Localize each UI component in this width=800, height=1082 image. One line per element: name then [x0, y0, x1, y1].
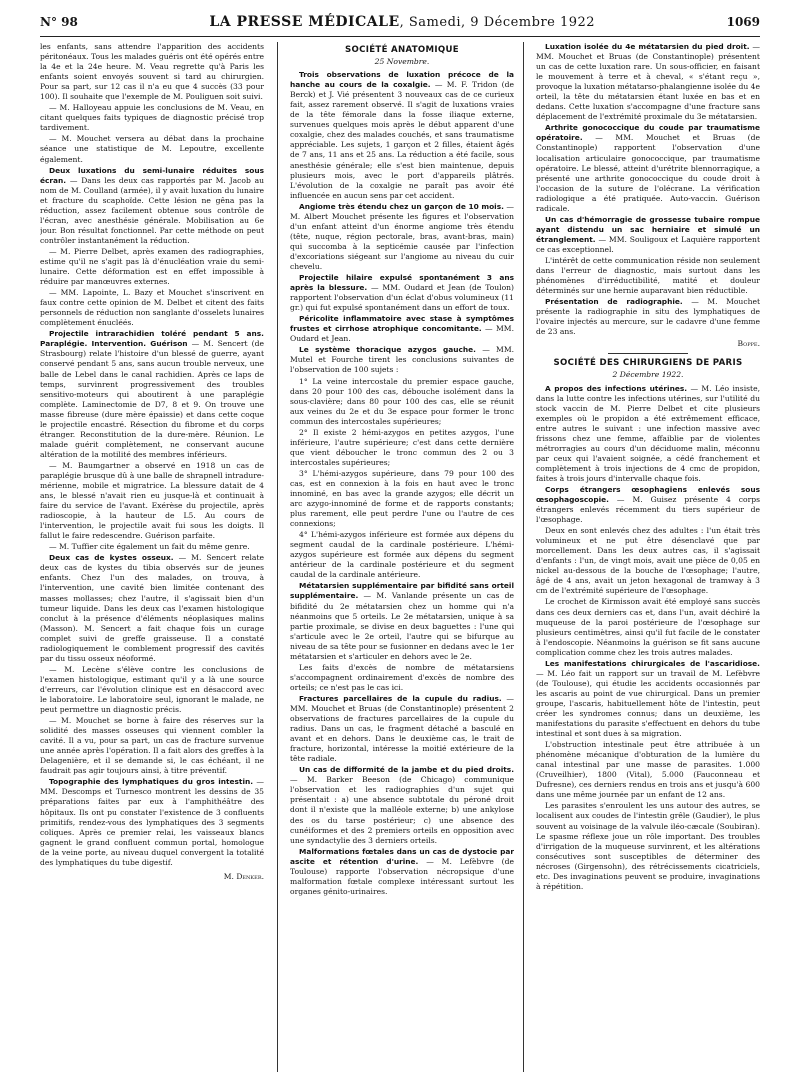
paragraph: [536, 740, 760, 800]
paragraph: [536, 297, 760, 337]
paragraph: [40, 553, 264, 664]
column-1: [40, 42, 264, 1074]
paragraph-title: Arthrite gonococcique du coude par traumatisme opératoire.: [536, 123, 760, 143]
section-heading: SOCIÉTÉ DES CHIRURGIENS DE PARIS: [553, 358, 743, 369]
paragraph: [290, 847, 514, 897]
paragraph: [40, 665, 264, 715]
paragraph: [536, 256, 760, 296]
paragraph-title: Métatarsien supplémentaire par bifidité sans orteil supplémentaire.: [290, 581, 514, 601]
paragraph-text: — M. Lecène s'élève contre les conclusions de l'examen histologique, estimant qu'il y a là une source d'erreurs, car l'évolution clinique est en désaccord avec le laboratoire. Le laboratoire seul, ignorant le malade, ne peut permettre un diagnostic précis.: [40, 664, 264, 715]
column-3-body-b: [536, 384, 760, 892]
paragraph-text: — M. Mouchet se borne à faire des réserves sur la solidité des masses osseuses qui viennent combler la cavité. Il a vu, pour sa part, un cas de fracture survenue une année après l'opération. Il a fait alors des greffes à la Delagenière, et il se demande si, le cas échéant, il ne faudrait pas agir toujours ainsi, à titre préventif.: [40, 716, 264, 776]
signature: Boppe.: [737, 339, 760, 349]
paragraph-text: Deux en sont enlevés chez des adultes : l'un était très volumineux et ne put être désenclavé que par morcellement. Dans les deux autres cas, il s'agissait d'enfants : l'un, de vingt mois, avait une pièce de 0,05 en nickel au-dessous de la bouche de l'œsophage; l'autre, âgé de 4 ans, avait un jeton hexagonal de tramway à 3 cm de l'extrémité supérieure de l'œsophage.: [536, 526, 760, 596]
paragraph: [536, 597, 760, 657]
paragraph-title: A propos des infections utérines.: [545, 383, 688, 393]
paragraph: [40, 166, 264, 246]
column-3-body-a: [536, 42, 760, 337]
issue-date: , Samedi, 9 Décembre 1922: [399, 15, 596, 30]
paragraph-text: 4° L'hémi-azygos inférieure est formée aux dépens du segment caudal de la cardinale postérieure. L'hémi-azygos supérieure est formée aux dépens du segment antérieur de la cardinale postérieure et du segment caudal de la cardinale antérieure.: [290, 530, 514, 580]
paragraph-text: 2° Il existe 2 hémi-azygos en petites azygos, l'une inférieure, l'autre supérieure; c'est dans cette dernière que vient déboucher le tronc commun des 2 ou 3 intercostales supérieures;: [290, 427, 514, 467]
paragraph-title: Projectile hilaire expulsé spontanément 3 ans après la blessure.: [290, 273, 514, 293]
paragraph-text: — MM. Lapointe, L. Bazy et Mouchet s'inscrivent en faux contre cette opinion de M. Delbet et citent des faits personnels de réduction non sanglante d'osselets lunaires complètement énucléés.: [40, 288, 264, 328]
paragraph-text: — M. F. Tridon (de Berck) et J. Vié présentent 3 nouveaux cas de ce curieux fait, assez rarement observé. Il s'agit de luxations vraies de la tête fémorale dans la fosse iliaque externe, survenues quelques mois après le début apparent d'une coxalgie, chez des malades couchés, et sans traumatisme appréciable. Les sujets, 1 garçon et 2 filles, étaient âgés de 7 ans, 11 ans et 25 ans. La réduction a été facile, sous anesthésie générale; elle s'est bien maintenue, depuis plusieurs mois, avec le port d'appareils plâtrés. L'évolution de la coxalgie ne paraît pas avoir été influencée en aucun sens par cet accident.: [290, 80, 514, 200]
paragraph-text: — M. Halloyeau appuie les conclusions de M. Veau, en citant quelques faits typiques de diagnostic précisé trop tardivement.: [40, 103, 264, 133]
page-header: [40, 14, 760, 37]
paragraph: [290, 765, 514, 845]
paragraph: [40, 247, 264, 287]
paragraph-text: — M. Mouchet présente la radiographie in situ des lymphatiques de l'ovaire injectés au mercure, sur le cadavre d'une femme de 23 ans.: [536, 297, 760, 337]
paragraph-text: L'obstruction intestinale peut être attribuée à un phénomène mécanique d'obturation de la lumière du canal intestinal par une masse de parasites. 1.000 (Cruveilhier), 1800 (Vital), 5.000 (Fauconneau et Dufresne), ces derniers rendus en trois ans et jusqu'à 600 dans une même journée par un enfant de 12 ans.: [536, 740, 760, 800]
paragraph-text: — M. Tuffier cite également un fait du même genre.: [49, 542, 250, 552]
paragraph-text: — M. Baumgartner a observé en 1918 un cas de paraplégie brusque dû à une balle de shrapnell intradure-mérienne, mobile et migratrice. La blessure datait de 4 ans, le blessé n'avait rien eu jusque-là et continuait à faire du service de l'avant. Exérèse du projectile, après radioscopie, à la hauteur de L5. Au cours de l'intervention, le projectile avait fui sous les doigts. Il fallut le faire redescendre. Guérison parfaite.: [40, 460, 264, 541]
paragraph-text: — MM. Oudard et Jean.: [290, 324, 514, 344]
paragraph-text: 1° La veine intercostale du premier espace gauche, dans 20 pour 100 des cas, débouche isolément dans la sous-clavière; dans 80 pour 100 des cas, elle se réunit aux veines du 2e et du 3e espace pour former le tronc commun des intercostales supérieures;: [290, 376, 514, 426]
paragraph-text: — MM. Mouchet et Bruas (de Constantinople) rapportent l'observation d'une localisation articulaire gonococcique, par traumatisme opératoire. Le blessé, atteint d'urétrite blennorragique, a présenté une arthrite gonococcique du coude droit à l'occasion de la suture de l'olécrane. La vérification radiologique a été pratiquée. Auto-vaccin. Guérison radicale.: [536, 133, 760, 213]
paragraph-text: Les faits d'excès de nombre de métatarsiens s'accompagnent ordinairement d'excès de nombre des orteils; ce n'est pas le cas ici.: [290, 662, 514, 692]
paragraph: [290, 530, 514, 580]
paragraph-text: — Dans les deux cas rapportés par M. Jacob au nom de M. Coulland (armée), il y avait luxation du lunaire et fracture du scaphoïde. Cette lésion ne gêna pas la réduction, assez facilement obtenue sous contrôle de l'écran, avec anesthésie générale. Mobilisation au 6e jour. Bon résultat fonctionnel. Par cette méthode on peut contrôler instantanément la réduction.: [40, 175, 264, 245]
journal-masthead: [209, 14, 595, 30]
paragraph: [40, 134, 264, 164]
paragraph-text: — M. Guisez présente 4 corps étrangers enlevés récemment du tiers supérieur de l'œsophage.: [536, 495, 760, 525]
paragraph-title: Projectile intrarachidien toléré pendant 5 ans. Paraplégie. Intervention. Guérison: [40, 329, 264, 349]
paragraph-text: — MM. Descomps et Turnesco montrent les dessins de 35 préparations faites par eux à l'amphithéâtre des hôpitaux. Ils ont pu constater l'existence de 3 confluents primitifs, rendez-vous des lymphatiques des 3 segments coliques. Après ce premier relai, les vaisseaux blancs gagnent le grand confluent commun portal, homologue de la veine porte, au niveau duquel convergent la totalité des lymphatiques du tube digestif.: [40, 777, 264, 867]
paragraph-title: Malformations fœtales dans un cas de dystocie par ascite et rétention d'urine.: [290, 846, 514, 866]
paragraph-text: — MM. Souligoux et Laquière rapportent ce cas exceptionnel.: [536, 234, 760, 254]
paragraph-text: — M. Barker Beeson (de Chicago) communique l'observation et les radiographies d'un sujet qui présentait : a) une absence subtotale du péroné droit dont il n'existe que la malléole externe; b) une ankylose des os du tarse postérieur; c) une absence des cunéiformes et des 2 premiers orteils en opposition avec une syndactylie des 3 derniers orteils.: [290, 775, 514, 845]
issue-number: N° 98: [40, 15, 78, 29]
paragraph: [40, 716, 264, 776]
paragraph-title: Deux cas de kystes osseux.: [49, 553, 174, 563]
paragraph: [290, 581, 514, 661]
paragraph-title: Le système thoracique azygos gauche.: [299, 345, 476, 355]
column-2: [290, 42, 514, 1074]
paragraph: [290, 345, 514, 375]
paragraph-text: — M. Sencert (de Strasbourg) relate l'histoire d'un blessé de guerre, ayant conservé pendant 5 ans, sans aucun trouble nerveux, une balle de Lebel dans le canal rachidien. Après ce laps de temps, survinrent progressivement des troubles sensitivo-moteurs qui aboutirent à une paraplégie complète. Laminectomie de D7, 8 et 9. On trouve une masse fibreuse (dure mère épaissie) et dans cette coque le projectile encastré. Résection du fibrome et du corps étranger. Reconstitution de la dure-mère. Réunion. Le malade guérit complètement, ne conservant aucune altération de la motilité des membres inférieurs.: [40, 339, 264, 459]
paragraph-title: Corps étrangers œsophagiens enlevés sous œsophagoscopie.: [536, 484, 760, 505]
paragraph-title: Luxation isolée du 4e métatarsien du pied droit.: [545, 42, 750, 51]
paragraph: [290, 314, 514, 344]
column-3: [536, 42, 760, 1074]
paragraph: [536, 123, 760, 213]
section-divider: [608, 353, 688, 354]
paragraph-text: — MM. Mouchet et Bruas (de Constantinople) présentent 2 observations de fractures parcellaires de la cupule du radius. Dans un cas, le fragment détaché a basculé en avant et en dehors. Dans le deuxième cas, le trait de fracture, horizontal, intéresse la moitié extérieure de la tête radiale.: [290, 693, 514, 764]
paragraph-text: Les parasites s'enroulent les uns autour des autres, se localisent aux coudes de l'intestin grêle (Gaudier), le plus souvent au voisinage de la valvule iléo-cæcale (Soubiran). Le spasme réflexe joue un rôle important. Des troubles d'irrigation de la muqueuse survinrent, et les altérations consécutives sont susceptibles de déterminer des nécroses (Girgensohn), des rétrécissements cicatriciels, etc. Des invaginations peuvent se produire, invaginations à répétition.: [536, 801, 760, 891]
paragraph-title: Les manifestations chirurgicales de l'ascaridiose.: [545, 658, 760, 668]
paragraph-title: Un cas de difformité de la jambe et du pied droits.: [299, 765, 514, 775]
paragraph-text: — M. Léo fait un rapport sur un travail de M. Lefèbvre (de Toulouse), qui étudie les accidents occasionnés par les ascaris au point de vue chirurgical. Dans un premier groupe, l'ascaris, habituellement hôte de l'intestin, peut créer les syndromes connus; dans un deuxième, les manifestations du parasite s'effectuent en dehors du tube intestinal et sont dues à sa migration.: [536, 668, 760, 739]
paragraph: [536, 526, 760, 596]
paragraph-text: les enfants, sans attendre l'apparition des accidents péritonéaux. Tous les malades guéris ont été opérés entre la 4e et la 24e heure. M. Veau regrette qu'à Paris les enfants soient envoyés souvent si tard au chirurgien. Pour sa part, sur 12 cas il n'a eu que 4 succès (33 pour 100). Il souhaite que l'exemple de M. Pouliguen soit suivi.: [40, 42, 264, 102]
paragraph-text: 3° L'hémi-azygos supérieure, dans 79 pour 100 des cas, est en connexion à la fois en haut avec le tronc innominé, en bas avec la grande azygos; elle décrit un arc azygo-innominé de forme et de rapports constants; plus rarement, elle peut perdre l'une ou l'autre de ces connexions;: [290, 468, 514, 529]
paragraph: [40, 42, 264, 102]
signature: M. Denker.: [223, 871, 264, 881]
paragraph-text: — M. Vanlande présente un cas de bifidité du 2e métatarsien chez un homme qui n'a néanmoins que 5 orteils. Le 2e métatarsien, unique à sa partie proximale, se divise en deux baguettes : l'une qui s'articule avec le 2e orteil, l'autre qui se bifurque au niveau de sa tête pour se fusionner en dedans avec le 1er métatarsien et s'articuler en dehors avec le 2e.: [290, 591, 514, 661]
column-2-body: [290, 70, 514, 897]
paragraph: [290, 70, 514, 201]
page-number: 1069: [726, 15, 760, 29]
paragraph: [40, 777, 264, 867]
paragraph-title: Topographie des lymphatiques du gros intestin.: [49, 777, 254, 787]
paragraph-title: Péricolite inflammatoire avec stase à symptômes frustes et cirrhose atrophique concomitante.: [290, 314, 514, 334]
paragraph: [290, 469, 514, 529]
paragraph-text: Le crochet de Kirmisson avait été employé sans succès dans ces deux derniers cas et, dans l'un, avait déchiré la muqueuse de la paroi postérieure de l'œsophage sur plusieurs centimètres, ainsi qu'il fut facile de le constater à l'endoscopie. Néanmoins la guérison se fit sans aucune complication comme chez les trois autres malades.: [536, 597, 760, 657]
paragraph: [40, 103, 264, 133]
paragraph: [290, 377, 514, 427]
paragraph-text: — MM. Oudard et Jean (de Toulon) rapportent l'observation d'un éclat d'obus volumineux (11 gr.) qui fut expulsé spontanément dans un effort de toux.: [290, 283, 514, 313]
paragraph: [40, 461, 264, 541]
paragraph: [290, 202, 514, 272]
paragraph-text: — MM. Mutel et Fourche tirent les conclusions suivantes de l'observation de 100 sujets :: [290, 345, 514, 375]
paragraph-title: Angiome très étendu chez un garçon de 10 mois.: [299, 201, 504, 211]
paragraph-text: — M. Albert Mouchet présente les figures et l'observation d'un enfant atteint d'un énorme angiome très étendu (tête, nuque, région pectorale, bras, avant-bras, main) qui succomba à la septicémie causée par l'infection d'excoriations siégeant sur l'angiome au niveau du cuir chevelu.: [290, 201, 514, 271]
paragraph: [536, 659, 760, 739]
paragraph: [40, 288, 264, 328]
column-1-body: [40, 42, 264, 868]
paragraph-text: — M. Pierre Delbet, après examen des radiographies, estime qu'il ne s'agit pas là d'énucléation vraie du semi-lunaire. Cette déformation est en effet impossible à réduire par manœuvres externes.: [40, 246, 264, 287]
paragraph: [290, 273, 514, 313]
paragraph-title: Présentation de radiographie.: [545, 297, 683, 307]
section-date: 25 Novembre.: [374, 57, 430, 67]
paragraph-text: — MM. Mouchet et Bruas (de Constantinople) présentent un cas de cette luxation rare. Un sous-officier, en faisant le mouvement à terre et à cheval, « s'étant reçu », provoque la luxation métatarso-phalangienne isolée du 4e orteil, la tête du métatarsien étant luxée en bas et en dedans. Cette luxation s'accompagne d'une fracture sans déplacement de l'extrémité proximale du 3e métatarsien.: [536, 42, 760, 122]
paragraph-text: — M. Lefèbvre (de Toulouse) rapporte l'observation nécropsique d'une malformation fœtale complexe intéressant surtout les organes génito-urinaires.: [290, 856, 514, 896]
paragraph-text: — M. Mouchet versera au débat dans la prochaine séance une statistique de M. Lepoutre, excellente également.: [40, 134, 264, 164]
column-divider: [523, 42, 524, 1072]
paragraph: [536, 42, 760, 122]
paragraph: [40, 542, 264, 552]
paragraph-title: Deux luxations du semi-lunaire réduites sous écran.: [40, 165, 264, 185]
paragraph: [536, 384, 760, 484]
paragraph-text: L'intérêt de cette communication réside non seulement dans l'erreur de diagnostic, mais surtout dans les phénomènes d'irréductibilité, matité et douleur déterminés sur une hernie auparavant bien réductible.: [536, 255, 760, 296]
column-divider: [277, 42, 278, 1072]
paragraph: [290, 694, 514, 764]
paragraph: [290, 428, 514, 468]
paragraph-title: Trois observations de luxation précoce de la hanche au cours de la coxalgie.: [290, 70, 514, 90]
paragraph-title: Fractures parcellaires de la cupule du radius.: [299, 693, 502, 703]
section-heading: SOCIÉTÉ ANATOMIQUE: [345, 45, 459, 55]
paragraph: [536, 215, 760, 255]
paragraph-text: — M. Sencert relate deux cas de kystes du tibia observés sur de jeunes enfants. Chez l'un des malades, on trouva, à l'intervention, une cavité bien limitée contenant des masses mollasses; chez l'autre, il s'agissait bien d'un tumeur liquide. Dans les deux cas l'examen histologique conclut à la présence d'éléments néoplasiques malins (Masson). M. Sencert a fait chaque fois un curage complet suivi de greffe graisseuse. Il a constaté radiologiquement le comblement progressif des cavités par du tissu osseux néoformé.: [40, 553, 264, 663]
journal-title: LA PRESSE MÉDICALE: [209, 14, 400, 30]
paragraph: [40, 329, 264, 460]
section-date: 2 Décembre 1922.: [612, 370, 684, 380]
paragraph: [536, 801, 760, 891]
paragraph: [536, 485, 760, 525]
paragraph-text: — M. Léo insiste, dans la lutte contre les infections utérines, sur l'utilité du stock vaccin de M. Pierre Delbet et cite plusieurs exemples où le propidon a été extrêmement efficace, entre autres le suivant : une infection massive avec frissons chez une femme, affaiblie par de violentes métrorragies au cours d'un déciduome malin, méconnu par ceux qui l'avaient soignée, a cédé franchement et complètement à trois injections de 4 cmc de propidon, faites à trois jours d'intervalle chaque fois.: [536, 383, 760, 483]
paragraph: [290, 663, 514, 693]
paragraph-title: Un cas d'hémorragie de grossesse tubaire rompue ayant distendu un sac herniaire et simulé un étranglement.: [536, 214, 760, 244]
